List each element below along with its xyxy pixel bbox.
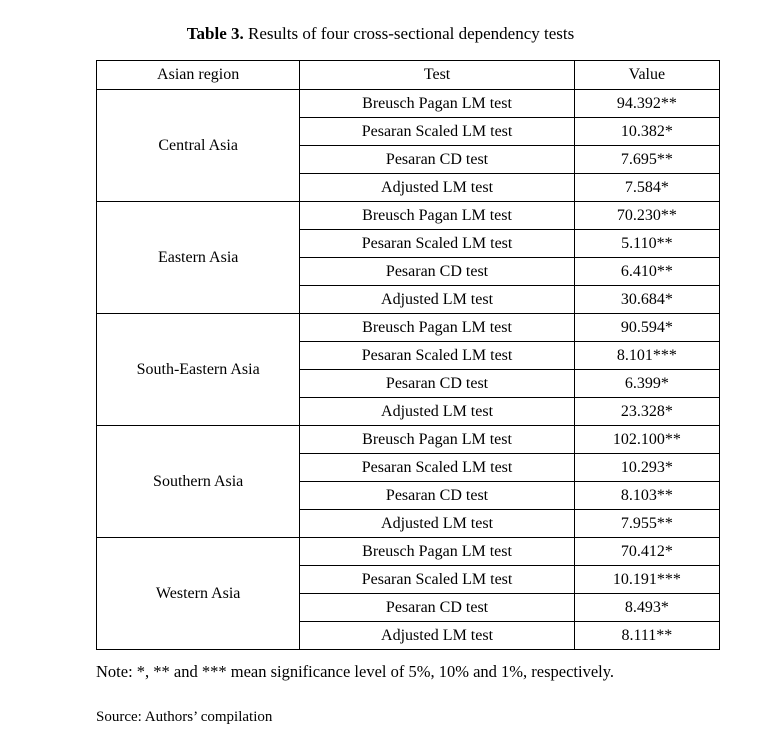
table-row: [97, 426, 720, 454]
value-cell: 10.382*: [574, 118, 719, 146]
table-caption-label: Table 3.: [186, 24, 244, 43]
region-cell: Central Asia: [97, 90, 300, 202]
test-cell: Adjusted LM test: [300, 510, 574, 538]
test-cell: Adjusted LM test: [300, 174, 574, 202]
test-cell: Pesaran CD test: [300, 482, 574, 510]
region-cell: South-Eastern Asia: [97, 314, 300, 426]
test-cell: Pesaran CD test: [300, 258, 574, 286]
test-cell: Breusch Pagan LM test: [300, 314, 574, 342]
test-cell: Breusch Pagan LM test: [300, 426, 574, 454]
table-header-row: [97, 61, 720, 90]
results-table: [96, 60, 720, 650]
value-cell: 7.955**: [574, 510, 719, 538]
table-row: [97, 314, 720, 342]
test-cell: Adjusted LM test: [300, 286, 574, 314]
value-cell: 10.191***: [574, 566, 719, 594]
region-cell: Southern Asia: [97, 426, 300, 538]
value-cell: 7.695**: [574, 146, 719, 174]
value-cell: 8.493*: [574, 594, 719, 622]
test-cell: Adjusted LM test: [300, 398, 574, 426]
test-cell: Pesaran CD test: [300, 594, 574, 622]
value-cell: 5.110**: [574, 230, 719, 258]
value-cell: 8.111**: [574, 622, 719, 650]
test-cell: Pesaran CD test: [300, 146, 574, 174]
table-note: Note: *, ** and *** mean significance level of 5%, 10% and 1%, respectively.: [96, 662, 615, 681]
value-cell: 90.594*: [574, 314, 719, 342]
header-test: Test: [300, 61, 574, 90]
test-cell: Pesaran Scaled LM test: [300, 118, 574, 146]
value-cell: 6.399*: [574, 370, 719, 398]
table-caption-text: Results of four cross-sectional dependency tests: [243, 24, 575, 43]
value-cell: 8.103**: [574, 482, 719, 510]
table-source: Source: Authors’ compilation: [96, 709, 273, 725]
table-row: [97, 538, 720, 566]
value-cell: 70.230**: [574, 202, 719, 230]
value-cell: 23.328*: [574, 398, 719, 426]
test-cell: Pesaran CD test: [300, 370, 574, 398]
region-cell: Western Asia: [97, 538, 300, 650]
test-cell: Pesaran Scaled LM test: [300, 566, 574, 594]
test-cell: Pesaran Scaled LM test: [300, 342, 574, 370]
test-cell: Pesaran Scaled LM test: [300, 230, 574, 258]
value-cell: 102.100**: [574, 426, 719, 454]
header-asian-region: Asian region: [97, 61, 300, 90]
test-cell: Breusch Pagan LM test: [300, 538, 574, 566]
test-cell: Breusch Pagan LM test: [300, 202, 574, 230]
table-body: [97, 90, 720, 650]
value-cell: 8.101***: [574, 342, 719, 370]
value-cell: 94.392**: [574, 90, 719, 118]
test-cell: Pesaran Scaled LM test: [300, 454, 574, 482]
value-cell: 70.412*: [574, 538, 719, 566]
test-cell: Adjusted LM test: [300, 622, 574, 650]
test-cell: Breusch Pagan LM test: [300, 90, 574, 118]
value-cell: 30.684*: [574, 286, 719, 314]
region-cell: Eastern Asia: [97, 202, 300, 314]
table-caption: [0, 22, 761, 46]
table-row: [97, 202, 720, 230]
header-value: Value: [574, 61, 719, 90]
table-row: [97, 90, 720, 118]
value-cell: 10.293*: [574, 454, 719, 482]
value-cell: 6.410**: [574, 258, 719, 286]
value-cell: 7.584*: [574, 174, 719, 202]
